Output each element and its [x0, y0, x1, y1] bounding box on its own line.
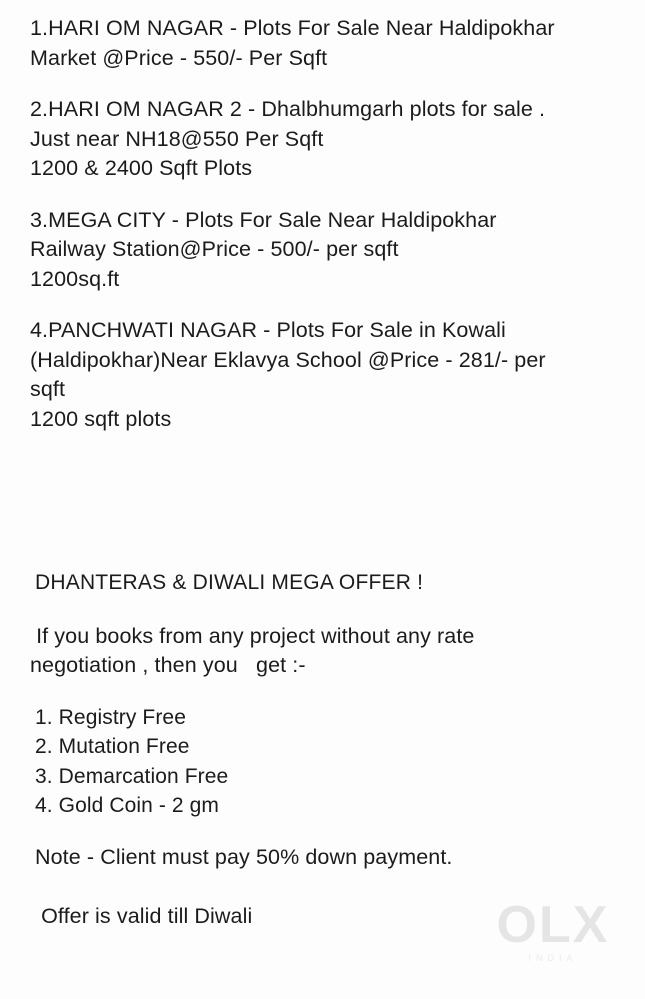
offer-intro-line: negotiation , then you get :- — [30, 653, 306, 677]
offer-perk-item: 3. Demarcation Free — [35, 764, 229, 788]
payment-note-text: Note - Client must pay 50% down payment. — [35, 844, 453, 869]
listing-line: 1.HARI OM NAGAR - Plots For Sale Near Haldipokhar — [30, 16, 555, 40]
listing-item — [30, 95, 623, 184]
listing-item — [30, 316, 623, 434]
payment-note — [30, 843, 623, 873]
listing-line: Railway Station@Price - 500/- per sqft — [30, 237, 399, 261]
listing-line: 1200 sqft plots — [30, 406, 172, 431]
offer-perk-item: 1. Registry Free — [35, 705, 186, 729]
listing-line: (Haldipokhar)Near Eklavya School @Price - 281/- per — [30, 347, 546, 372]
listing-item — [30, 206, 623, 295]
offer-perk-list — [30, 703, 623, 821]
listing-line: 2.HARI OM NAGAR 2 - Dhalbhumgarh plots for sale . — [30, 97, 546, 121]
offer-heading — [30, 568, 623, 598]
watermark-sub: INDIA — [528, 953, 578, 963]
listing-line: sqft — [30, 377, 66, 401]
listing-line: Just near NH18@550 Per Sqft — [30, 126, 324, 151]
offer-validity — [30, 902, 623, 932]
watermark-brand: OLX — [496, 896, 610, 954]
listing-line: Market @Price - 550/- Per Sqft — [30, 45, 328, 70]
offer-perk-item: 2. Mutation Free — [35, 735, 190, 758]
offer-intro — [30, 622, 623, 681]
listing-line: 1200sq.ft — [30, 266, 120, 291]
listing-line: 4.PANCHWATI NAGAR - Plots For Sale in Kowali — [30, 318, 506, 342]
listing-item — [30, 14, 623, 73]
listing-line: 1200 & 2400 Sqft Plots — [30, 156, 253, 180]
listing-line: 3.MEGA CITY - Plots For Sale Near Haldipokhar — [30, 207, 497, 232]
offer-perk-item: 4. Gold Coin - 2 gm — [35, 794, 219, 817]
section-spacer — [30, 456, 623, 568]
offer-intro-line: If you books from any project without any rate — [30, 623, 475, 648]
offer-heading-text: DHANTERAS & DIWALI MEGA OFFER ! — [35, 571, 424, 594]
offer-validity-text: Offer is valid till Diwali — [35, 904, 253, 928]
